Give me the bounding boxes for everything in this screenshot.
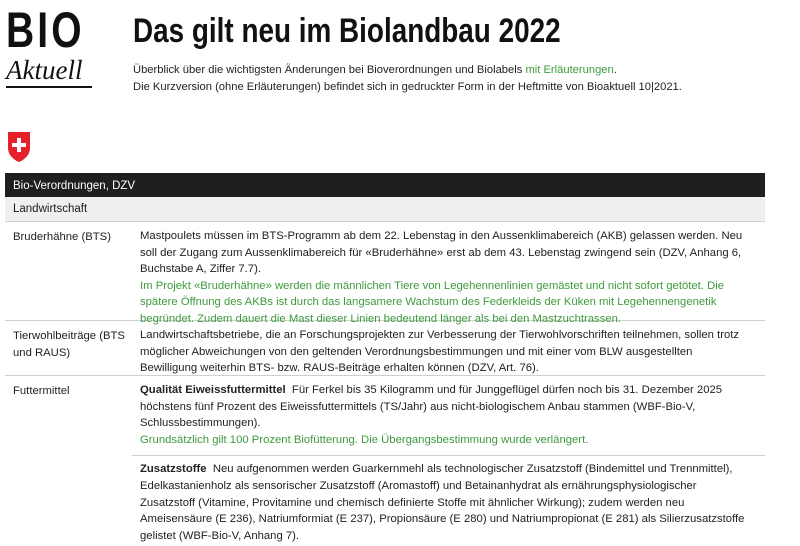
- subentry: [140, 461, 751, 544]
- intro-line-1: [133, 62, 617, 78]
- page-title: Das gilt neu im Biolandbau 2022: [133, 12, 561, 50]
- subentry-divider: [132, 455, 765, 456]
- row-content: [132, 222, 765, 325]
- row-content: Landwirtschaftsbetriebe, die an Forschungsprojekten zur Verbesserung der Tierwohlvorschriften teilnehmen, sollen trotz möglicher Abweichungen von den geltenden Verordnungsbestimmungen und mit einer vom BLW ausgestellten Bewilligung weiterhin BTS- bzw. RAUS-Beiträge erhalten können (DZV, Art. 76).: [140, 329, 740, 375]
- section-heading: Landwirtschaft: [5, 197, 765, 222]
- bio-aktuell-logo: [6, 2, 98, 88]
- row-text: Mastpoulets müssen im BTS-Programm ab dem 22. Lebenstag in den Aussenklimabereich (AKB) gelassen werden. Neu soll der Zugang zum Aussenklimabereich für «Bruderhähne» erst ab dem 43. Lebenstag zwingend sein (DZV, Anhang 6, Buchstabe A, Ziffer 7.7).: [140, 230, 743, 276]
- intro-text: Überblick über die wichtigsten Änderungen bei Bioverordnungen und Biolabels: [133, 64, 526, 76]
- table-row: [5, 222, 765, 325]
- row-label: Tierwohlbeiträge (BTS und RAUS): [13, 330, 125, 359]
- subentry-text: Neu aufgenommen werden Guarkernmehl als technologischer Zusatzstoff (Bindemittel und Trennmittel), Edelkastanienholz als sensorischer Zusatzstoff (Aromastoff) und Betainanhydrat als ernährungsphysiologischer Zusatzstoff (Vitamine, Provitamine und chemisch definierte Stoffe mit ähnlicher Wirkung); zudem werden neu Ameisensäure (E 236), Natriumformiat (E 237), Propionsäure (E 280) und Natriumpropionat (E 281) als Silierzusatzstoffe gelistet (WBF-Bio-V, Anhang 7).: [140, 463, 745, 542]
- table-row: [5, 321, 765, 376]
- table-row: [5, 376, 765, 546]
- subentry-explanation: Grundsätzlich gilt 100 Prozent Biofütterung. Die Übergangsbestimmung wurde verlängert.: [140, 433, 589, 446]
- regulations-table: [5, 173, 765, 546]
- subentry-text: Für Ferkel bis 35 Kilogramm und für Junggeflügel dürfen noch bis 31. Dezember 2025 höchstens fünf Prozent des Eiweissfuttermittels (TS/Jahr) aus nicht-biologischem Anbau stammen (WBF-Bio-V, Schlussbestimmungen).: [140, 384, 723, 430]
- logo-underline: [6, 86, 92, 88]
- explanations-note: mit Erläuterungen: [525, 64, 614, 76]
- logo-bio-text: BIO: [6, 2, 85, 58]
- intro-line-2: Die Kurzversion (ohne Erläuterungen) befindet sich in gedruckter Form in der Heftmitte von Bioaktuell 10|2021.: [133, 81, 682, 93]
- row-explanation: Im Projekt «Bruderhähne» werden die männlichen Tiere von Legehennenlinien gemästet und nicht sofort getötet. Die spätere Öffnung des AKBs ist durch das langsamere Wachstum des Federkleids der Küken mit Legehennengenetik begründet. Zudem dauert die Mast dieser Linien bedeutend länger als bei den Mastzuchtrassen.: [140, 279, 725, 325]
- intro-period: .: [613, 64, 617, 76]
- subentry-title: Qualität Eiweissfuttermittel: [140, 384, 286, 396]
- subentry: [140, 382, 751, 448]
- logo-aktuell-text: Aktuell: [6, 55, 83, 85]
- row-label: Futtermittel: [13, 385, 70, 397]
- table-header: Bio-Verordnungen, DZV: [5, 173, 765, 197]
- row-content: [132, 376, 765, 546]
- swiss-shield-icon: [7, 131, 31, 163]
- subentry-title: Zusatzstoffe: [140, 463, 207, 476]
- row-label: Bruderhähne (BTS): [13, 231, 111, 243]
